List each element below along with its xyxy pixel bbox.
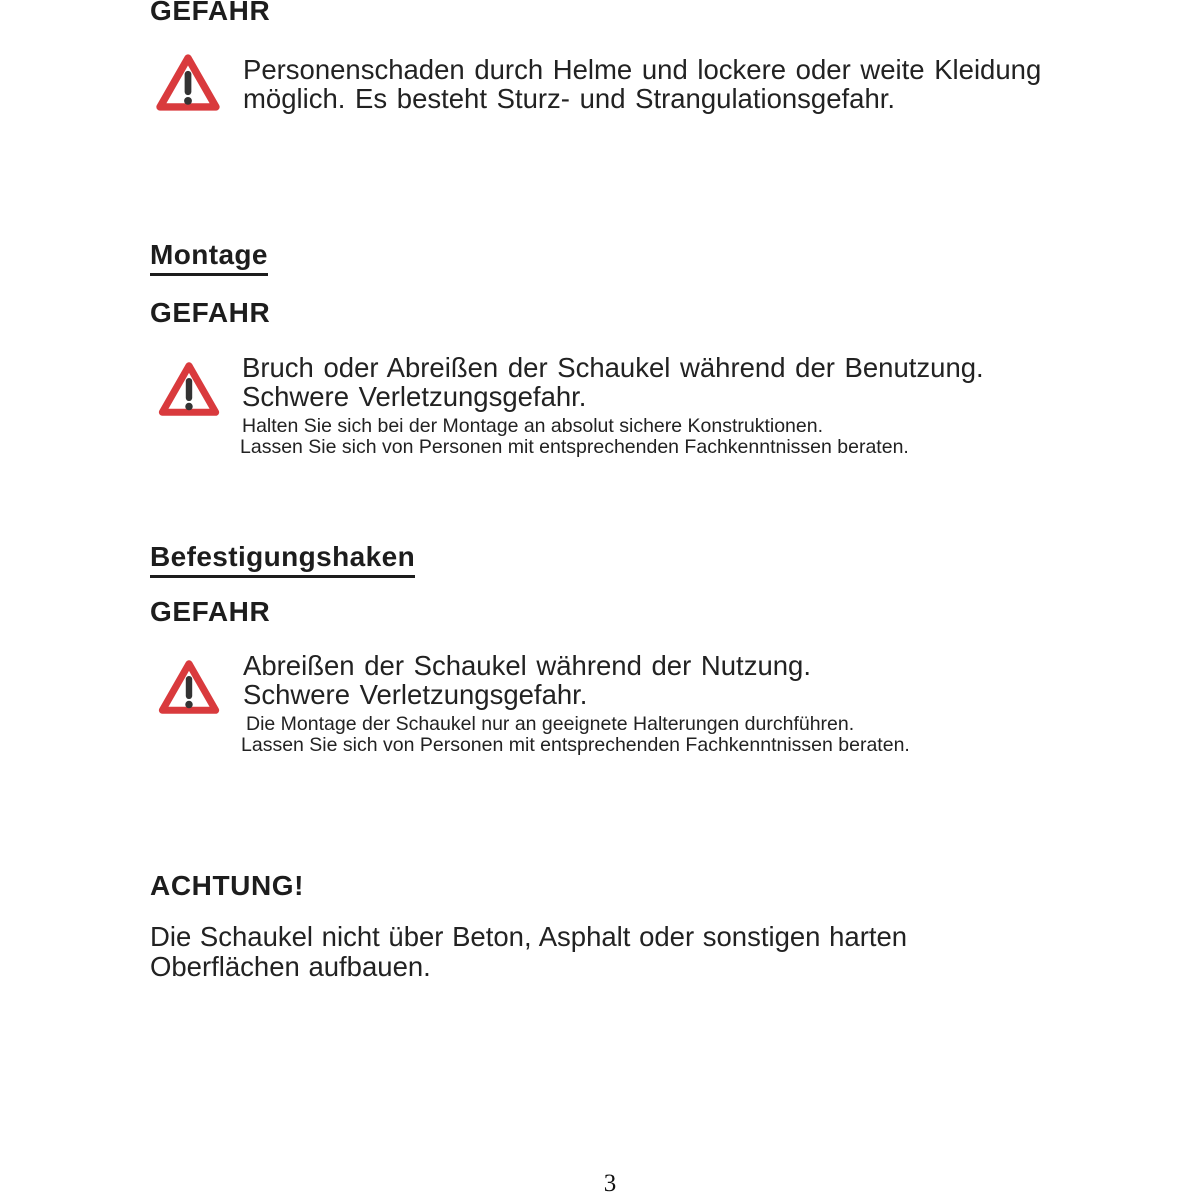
section-title: Befestigungshaken bbox=[150, 541, 415, 578]
danger-heading-befestigungshaken: GEFAHR bbox=[150, 596, 271, 627]
warning-note: Halten Sie sich bei der Montage an absolut sichere Konstruktionen. bbox=[242, 415, 824, 437]
body-line: Oberflächen aufbauen. bbox=[150, 950, 431, 982]
section-heading-montage bbox=[150, 239, 268, 276]
warning-triangle-icon bbox=[154, 52, 222, 119]
warning-note: Lassen Sie sich von Personen mit entsprechenden Fachkenntnissen beraten. bbox=[241, 733, 910, 756]
section-title: Montage bbox=[150, 239, 268, 276]
page-number: 3 bbox=[603, 1170, 617, 1197]
warning-line: Schwere Verletzungsgefahr. bbox=[243, 679, 588, 710]
attention-heading: ACHTUNG! bbox=[150, 870, 305, 901]
warning-note: Die Montage der Schaukel nur an geeignete Halterungen durchführen. bbox=[246, 713, 855, 735]
warning-line: Abreißen der Schaukel während der Nutzung. bbox=[243, 650, 811, 681]
warning-line: möglich. Es besteht Sturz- und Strangulationsgefahr. bbox=[243, 83, 896, 114]
body-line: Die Schaukel nicht über Beton, Asphalt oder sonstigen harten bbox=[150, 921, 908, 952]
warning-text-befestigungshaken bbox=[243, 651, 910, 755]
warning-note: Lassen Sie sich von Personen mit entsprechenden Fachkenntnissen beraten. bbox=[240, 435, 909, 458]
warning-triangle-icon bbox=[156, 360, 222, 424]
warning-line: Schwere Verletzungsgefahr. bbox=[242, 381, 587, 412]
section-heading-befestigungshaken bbox=[150, 541, 415, 578]
danger-heading-montage: GEFAHR bbox=[150, 297, 271, 328]
warning-line: Bruch oder Abreißen der Schaukel während der Benutzung. bbox=[242, 352, 984, 383]
attention-body bbox=[150, 922, 907, 981]
danger-heading-intro: GEFAHR bbox=[150, 0, 271, 26]
warning-triangle-icon bbox=[156, 658, 222, 722]
warning-text-montage bbox=[242, 353, 984, 457]
warning-line: Personenschaden durch Helme und lockere oder weite Kleidung bbox=[243, 54, 1042, 85]
warning-text-intro bbox=[243, 55, 1041, 113]
